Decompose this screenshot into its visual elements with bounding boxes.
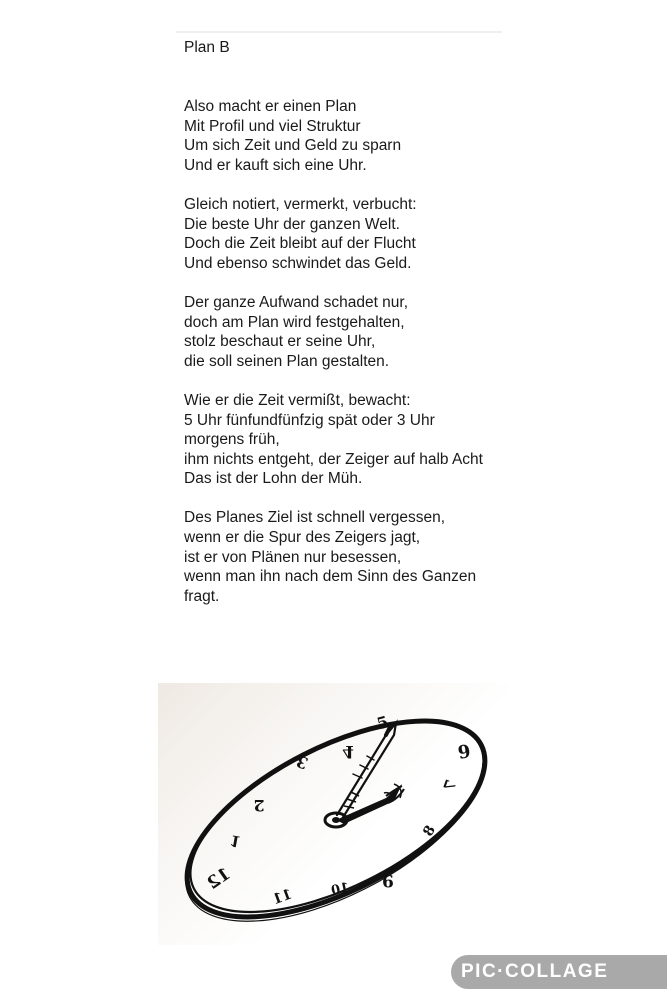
poem-line: stolz beschaut er seine Uhr,: [184, 333, 376, 351]
poem-line: Das ist der Lohn der Müh.: [184, 470, 363, 488]
clock-numeral: 4: [342, 741, 354, 761]
stanza-3: [184, 293, 514, 371]
poem-line: Doch die Zeit bleibt auf der Flucht: [184, 235, 416, 253]
clock-numeral: 9: [382, 870, 394, 890]
poem-line: ihm nichts entgeht, der Zeiger auf halb Acht: [184, 450, 483, 468]
poem-line: morgens früh,: [184, 431, 280, 449]
poem-line: Und ebenso schwindet das Geld.: [184, 254, 412, 272]
poem-line: doch am Plan wird festgehalten,: [184, 313, 405, 331]
poem-line: Also macht er einen Plan: [184, 98, 357, 115]
poem-line: die soll seinen Plan gestalten.: [184, 352, 390, 370]
clock-numeral: 10: [329, 880, 351, 899]
stanza-5: [184, 508, 514, 606]
poem-line: ist er von Plänen nur besessen,: [184, 548, 402, 566]
top-divider: [176, 31, 502, 33]
poem-line: Der ganze Aufwand schadet nur,: [184, 293, 409, 311]
poem-line: Die beste Uhr der ganzen Welt.: [184, 215, 400, 233]
stanza-2: [184, 195, 514, 273]
clock-numeral: 3: [293, 751, 311, 774]
poem-line: wenn man ihn nach dem Sinn des Ganzen: [184, 568, 477, 586]
piccollage-watermark: PIC·COLLAGE: [451, 955, 667, 989]
poem-line: wenn er die Spur des Zeigers jagt,: [184, 529, 421, 547]
clock-numeral: 5: [374, 712, 391, 734]
poem-line: Und er kauft sich eine Uhr.: [184, 156, 367, 174]
poem-body: [184, 97, 514, 626]
clock-drawing: [158, 683, 509, 945]
poem-line: 5 Uhr fünfundfünfzig spät oder 3 Uhr: [184, 411, 435, 429]
clock-numeral: 11: [270, 886, 295, 909]
clock-numeral: 12: [203, 863, 235, 894]
clock-numeral: 7: [440, 777, 461, 794]
clock-numeral: 6: [455, 738, 472, 762]
stanza-4: [184, 391, 514, 489]
poem-line: Wie er die Zeit vermißt, bewacht:: [184, 391, 411, 409]
poem-line: Des Planes Ziel ist schnell vergessen,: [184, 509, 446, 527]
poem-title: Plan B: [184, 39, 230, 56]
clock-numeral: 8: [420, 822, 439, 840]
poem-line: Gleich notiert, vermerkt, verbucht:: [184, 195, 417, 213]
clock-numeral: 2: [253, 796, 265, 815]
poem-line: Um sich Zeit und Geld zu sparn: [184, 137, 402, 155]
stanza-1: [184, 97, 514, 175]
poem-line: Mit Profil und viel Struktur: [184, 117, 361, 135]
clock-numeral: 1: [228, 831, 242, 851]
clock-illustration: [158, 683, 509, 945]
poem-line: fragt.: [184, 587, 220, 605]
